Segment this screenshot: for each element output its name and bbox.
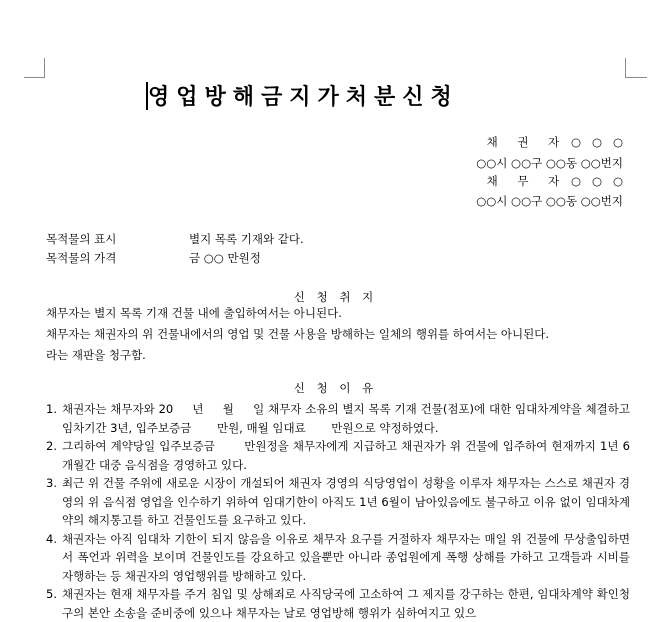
reasons-list	[46, 400, 634, 622]
list-item	[46, 585, 630, 622]
list-item	[46, 400, 634, 437]
crop-mark-left-horizontal	[24, 77, 45, 78]
list-item-number: 4.	[46, 531, 57, 546]
list-item-number: 1.	[46, 402, 57, 416]
purpose-line: 라는 재판을 청구함.	[46, 348, 146, 362]
list-item-text: 최근 위 건물 주위에 새로운 시장이 개설되어 채권자 경영의 식당영업이 성황을 이루자 채무자는 스스로 채권자 경영의 위 음식점 영업을 인수하기 위하여 임대기한이 아직도 1년 6월이 남아있음에도 불구하고 이유 없이 임대차계약의 해지통고를 하고 건물인도를 요구하고 있다.	[62, 476, 630, 527]
purpose-heading: 신 청 취 지	[293, 290, 378, 304]
debtor-name: ○ ○ ○	[570, 174, 623, 188]
reasons-heading: 신 청 이 유	[293, 381, 378, 395]
object-price-value: 금 ○○ 만원정	[189, 251, 261, 265]
list-item-number: 2.	[46, 439, 57, 453]
list-item-number: 5.	[46, 587, 57, 601]
object-desc-value: 별지 목록 기재와 같다.	[189, 232, 304, 246]
list-item-number: 3.	[46, 476, 57, 490]
crop-mark-right-vertical	[625, 58, 626, 78]
debtor-address: ○○시 ○○구 ○○동 ○○번지	[476, 194, 623, 208]
crop-mark-left-vertical	[44, 58, 45, 78]
object-desc-label: 목적물의 표시	[46, 232, 117, 246]
purpose-line: 채무자는 채권자의 위 건물내에서의 영업 및 건물 사용을 방해하는 일체의 행위를 하여서는 아니된다.	[46, 327, 549, 341]
crop-mark-right-horizontal	[625, 77, 647, 78]
creditor-address: ○○시 ○○구 ○○동 ○○번지	[476, 156, 623, 170]
list-item-text: 채권자는 현재 채무자를 주거 침입 및 상해죄로 사직당국에 고소하여 그 제지를 강구하는 한편, 임대차계약 확인청구의 본안 소송을 준비중에 있으나 채무자는 날로 영업방해 행위가 심하여지고 있으	[62, 587, 630, 620]
list-item	[46, 474, 630, 530]
purpose-body	[46, 303, 626, 366]
creditor-line	[487, 132, 623, 153]
list-item-text: 채권자는 채무자와 20 년 월 일 채무자 소유의 별지 목록 기재 건물(점포)에 대한 임대차계약을 체결하고 임차기간 3년, 입주보증금 만원, 매월 임대료 만원으로 약정하였다.	[62, 402, 634, 435]
purpose-line: 채무자는 별지 목록 기재 건물 내에 출입하여서는 아니된다.	[46, 306, 342, 320]
list-item-text: 그리하여 계약당일 입주보증금 만원정을 채무자에게 지급하고 채권자가 위 건물에 입주하여 현재까지 1년 6개월간 대중 음식점을 경영하고 있다.	[62, 439, 630, 472]
list-item	[46, 437, 630, 474]
list-item	[46, 530, 630, 586]
object-price-label: 목적물의 가격	[46, 251, 117, 265]
debtor-label: 채 무 자	[486, 174, 568, 188]
debtor-line	[487, 171, 623, 192]
creditor-label: 채 권 자	[486, 135, 568, 149]
creditor-name: ○ ○ ○	[570, 135, 623, 149]
list-item-text: 채권자는 아직 임대차 기한이 되지 않음을 이유로 채무자 요구를 거절하자 채무자는 매일 위 건물에 무상출입하면서 폭언과 위력을 보이며 건물인도를 강요하고 있을뿐만 아니라 종업원에게 폭행 상해를 가하고 고객들과 시비를 자행하는 등 채권자의 영업행위를 방해하고 있다.	[62, 531, 630, 583]
document-title[interactable]: 영업방해금지가처분신청	[148, 85, 459, 110]
